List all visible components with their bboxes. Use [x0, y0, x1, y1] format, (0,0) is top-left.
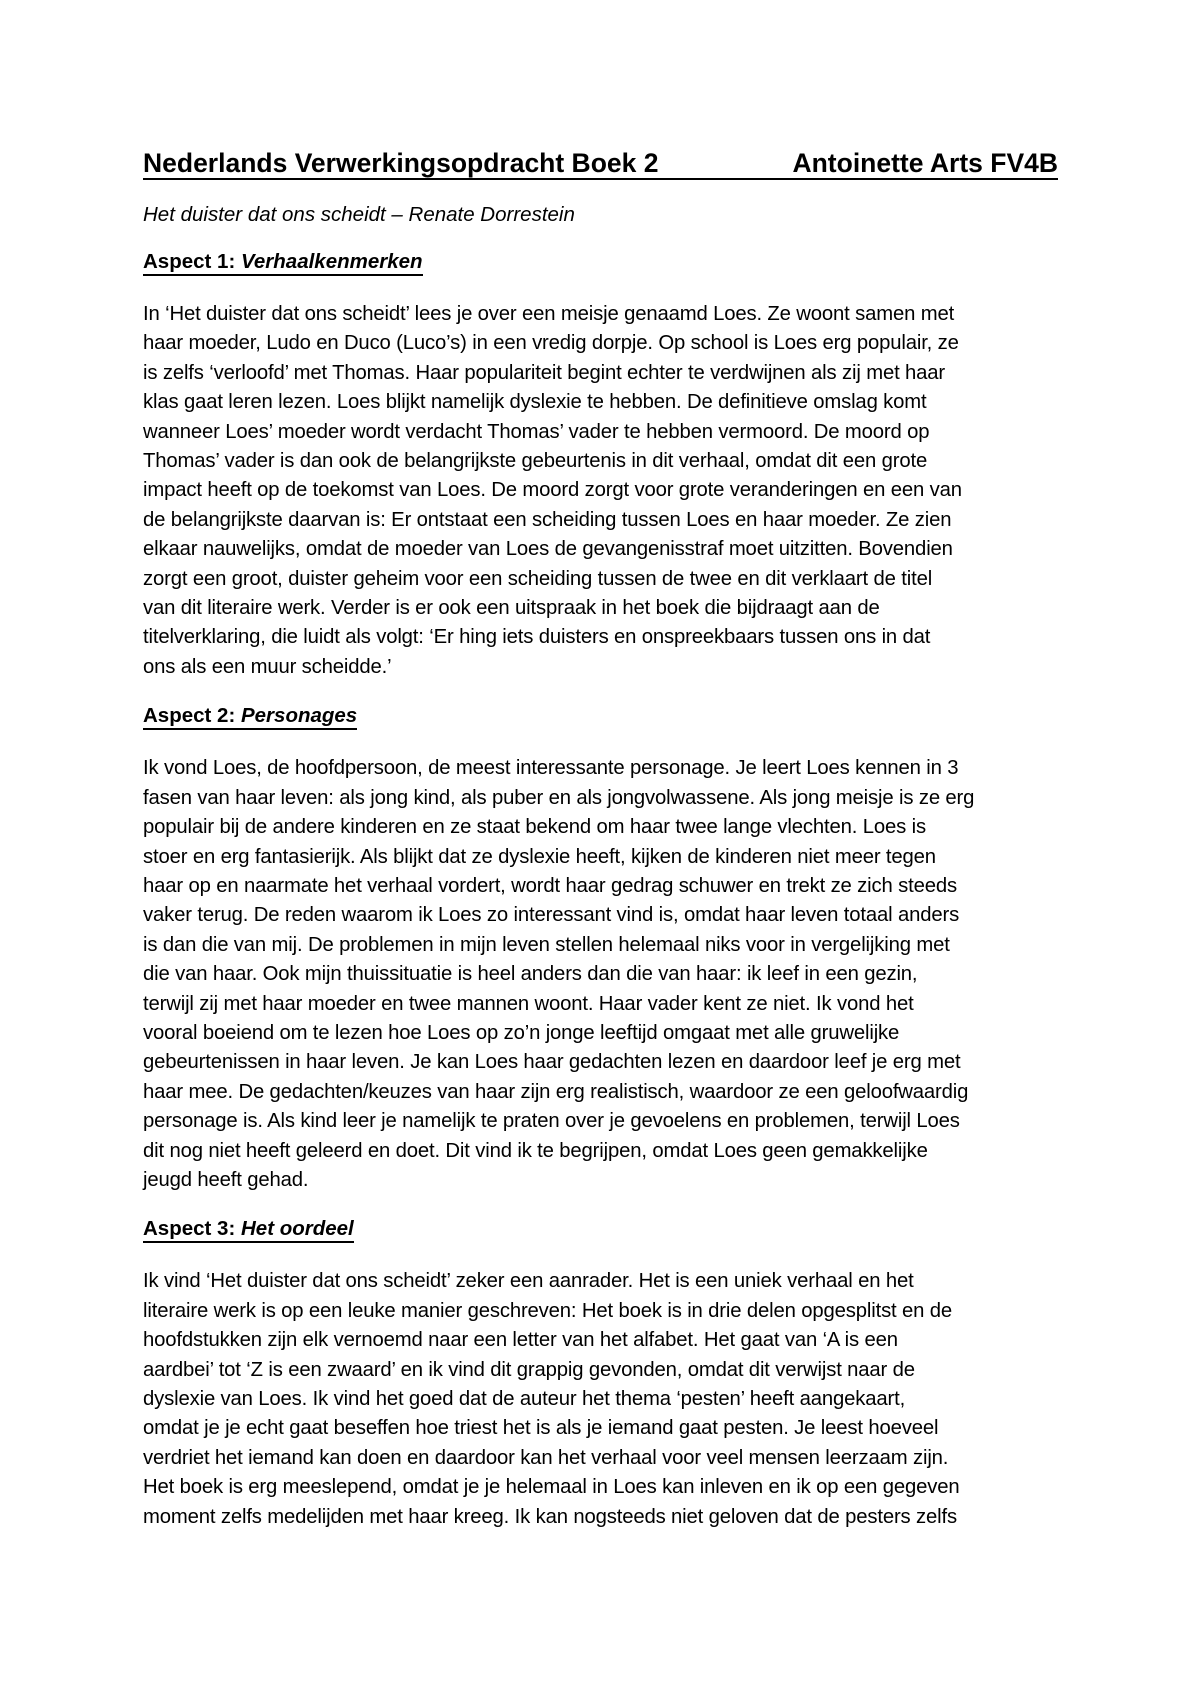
text-line: moment zelfs medelijden met haar kreeg. Ik kan nogsteeds niet geloven dat de pesters zelfs — [143, 1505, 957, 1528]
text-line: wanneer Loes’ moeder wordt verdacht Thomas’ vader te hebben vermoord. De moord op — [143, 420, 930, 443]
text-line: ons als een muur scheidde.’ — [143, 655, 392, 678]
document-title: Nederlands Verwerkingsopdracht Boek 2 — [143, 148, 659, 178]
document-author: Antoinette Arts FV4B — [792, 148, 1058, 178]
text-line: vaker terug. De reden waarom ik Loes zo interessant vind is, omdat haar leven totaal anders — [143, 904, 960, 927]
text-line: dit nog niet heeft geleerd en doet. Dit vind ik te begrijpen, omdat Loes geen gemakkelijke — [143, 1139, 928, 1162]
text-line: hoofdstukken zijn elk vernoemd naar een letter van het alfabet. Het gaat van ‘A is een — [143, 1329, 898, 1352]
text-line: is dan die van mij. De problemen in mijn leven stellen helemaal niks voor in vergelijking met — [143, 933, 950, 956]
text-line: Het boek is erg meeslepend, omdat je je helemaal in Loes kan inleven en ik op een gegeven — [143, 1476, 960, 1499]
aspect-1-title: Verhaalkenmerken — [240, 250, 423, 273]
text-line: Ik vind ‘Het duister dat ons scheidt’ zeker een aanrader. Het is een uniek verhaal en het — [143, 1270, 914, 1293]
text-line: In ‘Het duister dat ons scheidt’ lees je over een meisje genaamd Loes. Ze woont samen met — [143, 303, 955, 325]
aspect-3-heading — [143, 1217, 354, 1243]
text-line: jeugd heeft gehad. — [143, 1168, 309, 1191]
text-line: Ik vond Loes, de hoofdpersoon, de meest interessante personage. Je leert Loes kennen in 3 — [143, 757, 959, 780]
text-line: zorgt een groot, duister geheim voor een scheiding tussen de twee en dit verklaart de titel — [143, 567, 933, 590]
aspect-2-heading — [143, 704, 357, 730]
aspect-3-paragraph — [143, 1267, 1058, 1532]
aspect-1-label: Aspect 1: — [143, 250, 241, 273]
text-line: impact heeft op de toekomst van Loes. De moord zorgt voor grote veranderingen en een van — [143, 479, 962, 502]
aspect-2-label: Aspect 2: — [143, 704, 241, 728]
aspect-3-label: Aspect 3: — [143, 1217, 241, 1241]
aspect-1-heading — [143, 250, 423, 276]
text-line: dyslexie van Loes. Ik vind het goed dat de auteur het thema ‘pesten’ heeft aangekaart, — [143, 1388, 906, 1410]
text-line: literaire werk is op een leuke manier geschreven: Het boek is in drie delen opgesplitst en de — [143, 1299, 953, 1322]
section-aspect-3 — [143, 1217, 1058, 1243]
text-line: klas gaat leren lezen. Loes blijkt namelijk dyslexie te hebben. De definitieve omslag komt — [143, 391, 927, 414]
text-line: omdat je je echt gaat beseffen hoe triest het is als je iemand gaat pesten. Je leest hoeveel — [143, 1417, 939, 1440]
text-line: stoer en erg fantasierijk. Als blijkt dat ze dyslexie heeft, kijken de kinderen niet meer tegen — [143, 845, 936, 868]
aspect-1-paragraph — [143, 300, 1058, 682]
text-line: haar op en naarmate het verhaal vordert, wordt haar gedrag schuwer en trekt ze zich steeds — [143, 874, 957, 897]
text-line: die van haar. Ook mijn thuissituatie is heel anders dan die van haar: ik leef in een gezin, — [143, 963, 918, 986]
text-line: personage is. Als kind leer je namelijk te praten over je gevoelens en problemen, terwijl Loes — [143, 1110, 960, 1133]
text-line: gebeurtenissen in haar leven. Je kan Loes haar gedachten lezen en daardoor leef je erg met — [143, 1051, 961, 1074]
aspect-3-title: Het oordeel — [240, 1217, 354, 1241]
text-line: titelverklaring, die luidt als volgt: ‘Er hing iets duisters en onspreekbaars tussen ons in dat — [143, 626, 931, 649]
book-subtitle: Het duister dat ons scheidt – Renate Dorrestein — [143, 203, 575, 226]
text-line: haar moeder, Ludo en Duco (Luco’s) in een vredig dorpje. Op school is Loes erg populair, ze — [143, 332, 959, 355]
text-line: de belangrijkste daarvan is: Er ontstaat een scheiding tussen Loes en haar moeder. Ze zien — [143, 508, 952, 531]
text-line: terwijl zij met haar moeder en twee mannen woont. Haar vader kent ze niet. Ik vond het — [143, 992, 914, 1015]
aspect-2-paragraph — [143, 754, 1058, 1195]
text-line: vooral boeiend om te lezen hoe Loes op zo’n jonge leeftijd omgaat met alle gruwelijke — [143, 1021, 900, 1044]
document-header — [143, 148, 1058, 180]
text-line: fasen van haar leven: als jong kind, als puber en als jongvolwassene. Als jong meisje is ze erg — [143, 786, 975, 809]
text-line: elkaar nauwelijks, omdat de moeder van Loes de gevangenisstraf moet uitzitten. Bovendien — [143, 538, 953, 561]
text-line: haar mee. De gedachten/keuzes van haar zijn erg realistisch, waardoor ze een geloofwaardig — [143, 1080, 969, 1103]
text-line: populair bij de andere kinderen en ze staat bekend om haar twee lange vlechten. Loes is — [143, 816, 926, 839]
text-line: is zelfs ‘verloofd’ met Thomas. Haar populariteit begint echter te verdwijnen als zij met haar — [143, 361, 946, 384]
text-line: verdriet het iemand kan doen en daardoor kan het verhaal voor veel mensen leerzaam zijn. — [143, 1446, 949, 1469]
text-line: aardbei’ tot ‘Z is een zwaard’ en ik vind dit grappig gevonden, omdat dit verwijst naar de — [143, 1358, 915, 1381]
section-aspect-2 — [143, 704, 1058, 730]
text-line: Thomas’ vader is dan ook de belangrijkste gebeurtenis in dit verhaal, omdat dit een grote — [143, 450, 928, 473]
text-line: van dit literaire werk. Verder is er ook een uitspraak in het boek die bijdraagt aan de — [143, 597, 880, 620]
section-aspect-1 — [143, 250, 1058, 276]
aspect-2-title: Personages — [240, 704, 358, 728]
